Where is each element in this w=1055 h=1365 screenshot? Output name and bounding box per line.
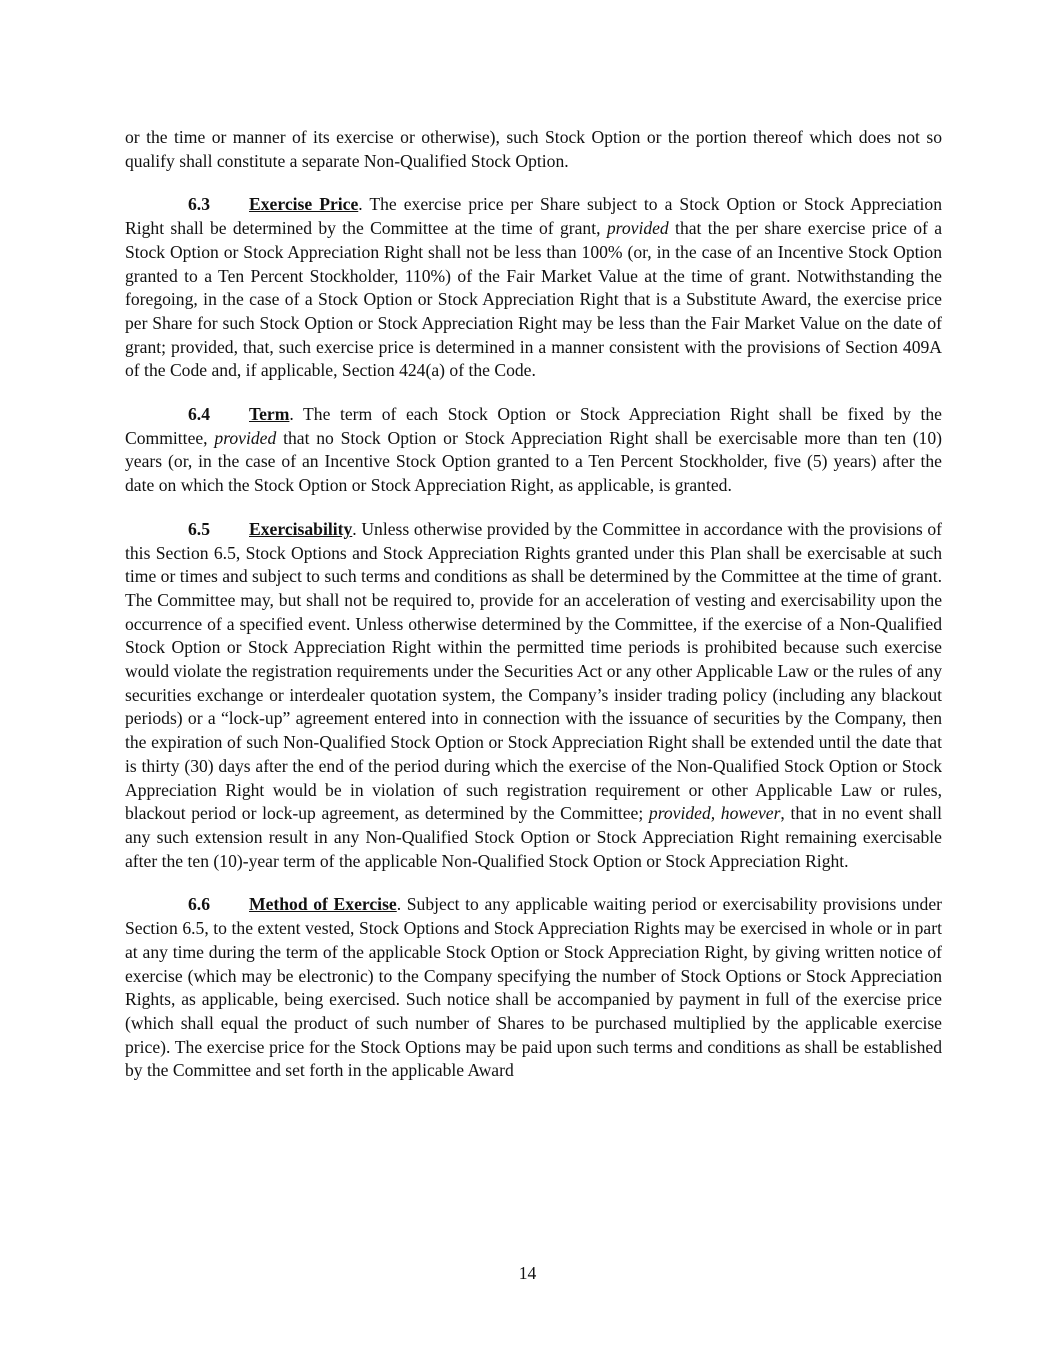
section-heading: Method of Exercise	[249, 894, 397, 915]
section-text: . Subject to any applicable waiting period or exercisability provisions under Section 6.5, to the extent vested, Stock Options and Stock Appreciation Rights may be exercised in whole or in part at any time during the term of the applicable Stock Option or Stock Appreciation Right, by giving written notice of exercise (which may be electronic) to the Company specifying the number of Stock Options or Stock Appreciation Rights, as applicable, being exercised. Such notice shall be accompanied by payment in full of the exercise price (which shall equal the product of such number of Shares to be purchased multiplied by the applicable exercise price). The exercise price for the Stock Options may be paid upon such terms and conditions as shall be established by the Committee and set forth in the applicable Award	[125, 894, 943, 1081]
section-emphasis: provided	[606, 218, 669, 239]
section-text: . The exercise price per Share subject to a Stock Option or Stock Appreciation Right shall be determined by the Committee at the time of grant,	[125, 194, 942, 239]
section-number: 6.5	[188, 518, 210, 539]
section-6-6-paragraph	[125, 893, 942, 1083]
intro-paragraph: or the time or manner of its exercise or otherwise), such Stock Option or the portion thereof which does not so qualify shall constitute a separate Non-Qualified Stock Option.	[125, 127, 942, 171]
section-6-5-paragraph	[125, 518, 942, 874]
section-text: . The term of each Stock Option or Stock Appreciation Right shall be fixed by the Committee,	[125, 404, 942, 448]
document-body	[125, 126, 942, 1103]
section-6-3-paragraph	[125, 193, 942, 383]
section-emphasis: provided	[214, 427, 277, 448]
page-number: 14	[518, 1263, 537, 1283]
section-heading: Exercise Price	[249, 194, 359, 215]
section-text: . Unless otherwise provided by the Committee in accordance with the provisions of this Section 6.5, Stock Options and Stock Appreciation Rights granted under this Plan shall be exercisable at such time or times and subject to such terms and conditions as shall be determined by the Committee at the time of grant. The Committee may, but shall not be required to, provide for an acceleration of vesting and exercisability upon the occurrence of a specified event. Unless otherwise determined by the Committee, if the exercise of a Non-Qualified Stock Option or Stock Appreciation Right within the permitted time periods is prohibited because such exercise would violate the registration requirements under the Securities Act or any other Applicable Law or the rules of any securities exchange or interdealer quotation system, the Company’s insider trading policy (including any blackout periods) or a “lock-up” agreement entered into in connection with the issuance of securities by the Company, then the expiration of such Non-Qualified Stock Option or Stock Appreciation Right shall be extended until the date that is thirty (30) days after the end of the period during which the exercise of the Non-Qualified Stock Option or Stock Appreciation Right would be in violation of such registration requirement or other Applicable Law or rules, blackout period or lock-up agreement, as determined by the Committee;	[125, 518, 942, 824]
section-number: 6.3	[188, 194, 210, 215]
section-6-4-paragraph	[125, 403, 942, 498]
section-emphasis: provided, however	[648, 803, 781, 824]
section-heading: Exercisability	[249, 518, 353, 539]
section-number: 6.6	[188, 894, 210, 915]
section-text: that no Stock Option or Stock Appreciation Right shall be exercisable more than ten (10) years (or, in the case of an Incentive Stock Option granted to a Ten Percent Stockholder, five (5) years) after the date on which the Stock Option or Stock Appreciation Right, as applicable, is granted.	[125, 427, 943, 496]
section-heading: Term	[249, 404, 290, 425]
section-number: 6.4	[188, 404, 210, 425]
section-text: , that in no event shall any such extension result in any Non-Qualified Stock Option or Stock Appreciation Right remaining exercisable after the ten (10)-year term of the applicable Non-Qualified Stock Option or Stock Appreciation Right.	[125, 803, 942, 871]
section-text: that the per share exercise price of a Stock Option or Stock Appreciation Right shall not be less than 100% (or, in the case of an Incentive Stock Option granted to a Ten Percent Stockholder, 110%) of the Fair Market Value at the time of grant. Notwithstanding the foregoing, in the case of a Stock Option or Stock Appreciation Right that is a Substitute Award, the exercise price per Share for such Stock Option or Stock Appreciation Right may be less than the Fair Market Value on the date of grant; provided, that, such exercise price is determined in a manner consistent with the provisions of Section 409A of the Code and, if applicable, Section 424(a) of the Code.	[125, 218, 942, 381]
